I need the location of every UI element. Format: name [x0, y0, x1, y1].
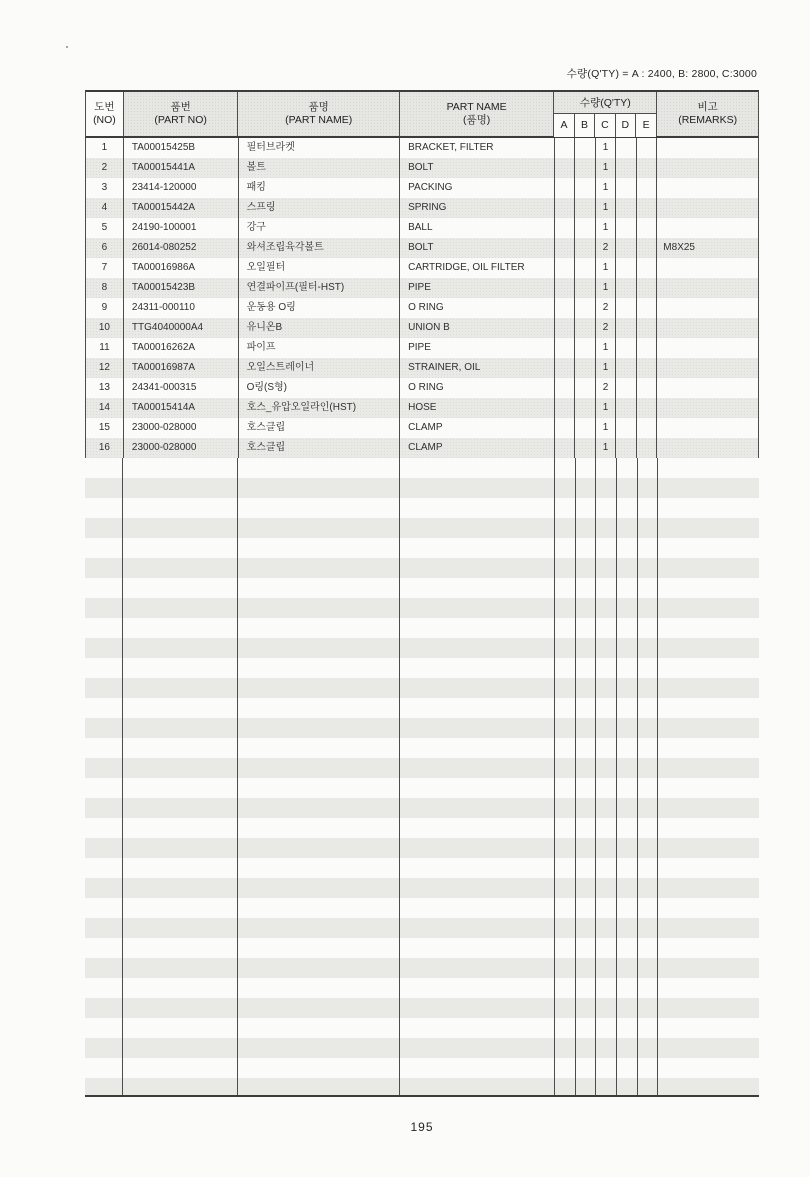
cell-remarks	[657, 178, 758, 198]
cell-remarks	[657, 158, 758, 178]
cell-name-ko: 운동용 O링	[239, 298, 401, 318]
cell-qty-b	[575, 318, 596, 338]
cell-name-ko: 호스_유압오일라인(HST)	[239, 398, 401, 418]
cell-part-no: TA00016262A	[124, 338, 239, 358]
cell-part-no: TTG4040000A4	[124, 318, 239, 338]
cell-part-no: 24341-000315	[124, 378, 239, 398]
cell-qty-e	[637, 418, 658, 438]
cell-remarks	[657, 278, 758, 298]
table-row	[86, 378, 758, 398]
cell-qty-a	[555, 378, 576, 398]
cell-no: 7	[86, 258, 124, 278]
cell-qty-b	[575, 358, 596, 378]
cell-qty-e	[637, 338, 658, 358]
cell-qty-e	[637, 198, 658, 218]
table-body	[85, 138, 759, 458]
cell-qty-d	[616, 238, 637, 258]
cell-qty-c: 2	[596, 298, 617, 318]
cell-part-no: 24311-000110	[124, 298, 239, 318]
cell-name-ko: 와셔조립육각볼트	[239, 238, 401, 258]
cell-qty-a	[555, 258, 576, 278]
cell-qty-e	[637, 258, 658, 278]
cell-qty-c: 2	[596, 318, 617, 338]
cell-qty-c: 2	[596, 378, 617, 398]
qty-legend: 수량(Q'TY) = A : 2400, B: 2800, C:3000	[566, 68, 757, 80]
table-row	[86, 318, 758, 338]
cell-qty-e	[637, 138, 658, 158]
header-no-ko: 도번	[94, 101, 115, 113]
cell-part-no: TA00015414A	[124, 398, 239, 418]
cell-name-ko: 강구	[239, 218, 401, 238]
column-divider	[657, 458, 658, 1095]
cell-remarks	[657, 218, 758, 238]
header-part-no	[124, 92, 239, 136]
cell-qty-c: 1	[596, 278, 617, 298]
cell-qty-b	[575, 438, 596, 458]
cell-part-no: TA00016986A	[124, 258, 239, 278]
cell-qty-b	[575, 278, 596, 298]
cell-qty-c: 1	[596, 178, 617, 198]
header-part-name-col	[400, 92, 554, 136]
parts-table	[85, 90, 759, 1097]
cell-qty-c: 2	[596, 238, 617, 258]
cell-part-no: TA00015442A	[124, 198, 239, 218]
cell-qty-a	[555, 278, 576, 298]
cell-qty-e	[637, 238, 658, 258]
column-divider	[122, 458, 123, 1095]
cell-part-no: TA00016987A	[124, 358, 239, 378]
cell-qty-b	[575, 338, 596, 358]
cell-remarks	[657, 138, 758, 158]
cell-no: 1	[86, 138, 124, 158]
cell-qty-d	[616, 158, 637, 178]
cell-qty-b	[575, 298, 596, 318]
cell-name-ko: 오일스트레이너	[239, 358, 401, 378]
table-row	[86, 338, 758, 358]
cell-part-name: BALL	[400, 218, 555, 238]
cell-qty-e	[637, 358, 658, 378]
cell-remarks	[657, 438, 758, 458]
cell-qty-e	[637, 378, 658, 398]
header-qty	[554, 92, 657, 136]
header-no	[86, 92, 124, 136]
cell-qty-a	[555, 298, 576, 318]
cell-no: 14	[86, 398, 124, 418]
cell-qty-a	[555, 238, 576, 258]
cell-qty-c: 1	[596, 198, 617, 218]
cell-qty-e	[637, 398, 658, 418]
cell-qty-a	[555, 398, 576, 418]
cell-qty-d	[616, 438, 637, 458]
cell-qty-d	[616, 138, 637, 158]
table-bottom-border	[85, 1095, 759, 1097]
cell-remarks	[657, 198, 758, 218]
cell-qty-a	[555, 138, 576, 158]
table-row	[86, 218, 758, 238]
header-name-en: (PART NAME)	[285, 114, 353, 126]
column-divider	[399, 458, 400, 1095]
cell-remarks	[657, 378, 758, 398]
cell-part-no: 24190-100001	[124, 218, 239, 238]
table-row	[86, 398, 758, 418]
table-row	[86, 438, 758, 458]
cell-name-ko: 오일필터	[239, 258, 401, 278]
cell-qty-b	[575, 258, 596, 278]
cell-no: 16	[86, 438, 124, 458]
header-qty-e: E	[642, 119, 650, 131]
cell-part-name: O RING	[400, 298, 555, 318]
column-divider	[595, 458, 596, 1095]
cell-remarks	[657, 298, 758, 318]
cell-qty-b	[575, 398, 596, 418]
cell-part-name: BOLT	[400, 238, 555, 258]
cell-no: 6	[86, 238, 124, 258]
cell-qty-a	[555, 438, 576, 458]
cell-qty-e	[637, 438, 658, 458]
cell-qty-c: 1	[596, 418, 617, 438]
cell-qty-e	[637, 218, 658, 238]
header-remarks-en: (REMARKS)	[678, 114, 738, 126]
cell-qty-a	[555, 198, 576, 218]
table-header	[85, 90, 759, 138]
cell-part-name: HOSE	[400, 398, 555, 418]
cell-name-ko: 호스클립	[239, 418, 401, 438]
cell-qty-a	[555, 178, 576, 198]
header-qty-c: C	[595, 114, 615, 137]
cell-qty-d	[616, 218, 637, 238]
cell-remarks	[657, 358, 758, 378]
cell-remarks	[657, 258, 758, 278]
cell-qty-c: 1	[596, 438, 617, 458]
cell-qty-e	[637, 298, 658, 318]
cell-part-no: TA00015441A	[124, 158, 239, 178]
header-qty-a: A	[554, 114, 574, 137]
cell-qty-b	[575, 378, 596, 398]
table-filler	[85, 458, 759, 1095]
cell-qty-c: 1	[596, 338, 617, 358]
cell-qty-c: 1	[596, 138, 617, 158]
cell-qty-b	[575, 158, 596, 178]
page-number: 195	[410, 1120, 434, 1134]
cell-qty-d	[616, 358, 637, 378]
table-row	[86, 418, 758, 438]
cell-part-name: BOLT	[400, 158, 555, 178]
cell-qty-a	[555, 158, 576, 178]
cell-qty-b	[575, 418, 596, 438]
cell-qty-d	[616, 378, 637, 398]
cell-no: 2	[86, 158, 124, 178]
cell-part-name: CARTRIDGE, OIL FILTER	[400, 258, 555, 278]
table-row	[86, 138, 758, 158]
column-divider	[637, 458, 638, 1095]
cell-remarks: M8X25	[663, 242, 695, 253]
cell-qty-c: 1	[596, 218, 617, 238]
cell-part-no: 26014-080252	[124, 238, 239, 258]
cell-qty-c: 1	[596, 258, 617, 278]
column-divider	[237, 458, 238, 1095]
header-remarks	[657, 92, 758, 136]
table-row	[86, 298, 758, 318]
cell-part-no: 23000-028000	[124, 438, 239, 458]
cell-qty-e	[637, 178, 658, 198]
cell-qty-d	[616, 278, 637, 298]
cell-qty-d	[616, 318, 637, 338]
cell-qty-d	[616, 398, 637, 418]
cell-qty-a	[555, 358, 576, 378]
header-qty-b: B	[575, 114, 595, 137]
cell-part-no: TA00015425B	[124, 138, 239, 158]
cell-qty-e	[637, 158, 658, 178]
cell-remarks	[657, 338, 758, 358]
table-row	[86, 238, 758, 258]
cell-part-no: TA00015423B	[124, 278, 239, 298]
cell-part-name: BRACKET, FILTER	[400, 138, 555, 158]
cell-part-name: PIPE	[400, 338, 555, 358]
cell-no: 11	[86, 338, 124, 358]
header-no-en: (NO)	[93, 114, 116, 126]
cell-qty-d	[616, 338, 637, 358]
cell-no: 4	[86, 198, 124, 218]
header-name-ko: 품명	[308, 101, 329, 113]
cell-qty-d	[616, 178, 637, 198]
cell-qty-e	[637, 278, 658, 298]
cell-qty-b	[575, 218, 596, 238]
cell-no: 15	[86, 418, 124, 438]
cell-no: 9	[86, 298, 124, 318]
cell-qty-b	[575, 138, 596, 158]
column-divider	[554, 458, 555, 1095]
header-qty-subcolumns	[554, 114, 656, 137]
cell-qty-b	[575, 178, 596, 198]
cell-remarks	[657, 318, 758, 338]
cell-name-ko: 연결파이프(필터-HST)	[239, 278, 401, 298]
cell-qty-c: 1	[596, 358, 617, 378]
cell-qty-e	[637, 318, 658, 338]
header-part-no-ko: 품번	[170, 101, 191, 113]
cell-qty-d	[616, 418, 637, 438]
header-name-ko-col	[238, 92, 399, 136]
cell-qty-a	[555, 418, 576, 438]
cell-no: 12	[86, 358, 124, 378]
cell-remarks	[657, 398, 758, 418]
cell-no: 13	[86, 378, 124, 398]
column-divider	[575, 458, 576, 1095]
cell-no: 10	[86, 318, 124, 338]
cell-part-name: CLAMP	[400, 418, 555, 438]
header-part-name-ko: (품명)	[462, 114, 491, 126]
cell-name-ko: 볼트	[239, 158, 401, 178]
header-qty-label: 수량(Q'TY)	[554, 92, 656, 114]
cell-no: 8	[86, 278, 124, 298]
cell-remarks	[657, 418, 758, 438]
cell-part-name: PACKING	[400, 178, 555, 198]
cell-name-ko: 파이프	[239, 338, 401, 358]
cell-name-ko: O링(S형)	[239, 378, 401, 398]
header-part-name-en: PART NAME	[446, 101, 507, 113]
cell-qty-d	[616, 258, 637, 278]
cell-qty-d	[616, 298, 637, 318]
header-qty-d: D	[616, 114, 636, 137]
cell-name-ko: 스프링	[239, 198, 401, 218]
cell-qty-b	[575, 238, 596, 258]
scan-artifact-dot	[66, 46, 68, 48]
column-divider	[616, 458, 617, 1095]
cell-part-no: 23414-120000	[124, 178, 239, 198]
cell-part-name: SPRING	[400, 198, 555, 218]
cell-no: 3	[86, 178, 124, 198]
cell-part-name: UNION B	[400, 318, 555, 338]
header-remarks-ko: 비고	[697, 101, 718, 113]
table-row	[86, 258, 758, 278]
cell-qty-a	[555, 338, 576, 358]
cell-part-name: PIPE	[400, 278, 555, 298]
cell-name-ko: 필터브라켓	[239, 138, 401, 158]
cell-name-ko: 유니온B	[239, 318, 401, 338]
cell-qty-c: 1	[596, 158, 617, 178]
table-row	[86, 358, 758, 378]
cell-name-ko: 호스클립	[239, 438, 401, 458]
cell-part-name: STRAINER, OIL	[400, 358, 555, 378]
table-row	[86, 278, 758, 298]
cell-qty-a	[555, 318, 576, 338]
table-row	[86, 158, 758, 178]
cell-qty-d	[616, 198, 637, 218]
table-row	[86, 198, 758, 218]
cell-name-ko: 패킹	[239, 178, 401, 198]
cell-part-name: O RING	[400, 378, 555, 398]
cell-part-name: CLAMP	[400, 438, 555, 458]
header-part-no-en: (PART NO)	[154, 114, 207, 126]
cell-qty-a	[555, 218, 576, 238]
cell-no: 5	[86, 218, 124, 238]
cell-part-no: 23000-028000	[124, 418, 239, 438]
cell-qty-c: 1	[596, 398, 617, 418]
cell-qty-b	[575, 198, 596, 218]
table-row	[86, 178, 758, 198]
